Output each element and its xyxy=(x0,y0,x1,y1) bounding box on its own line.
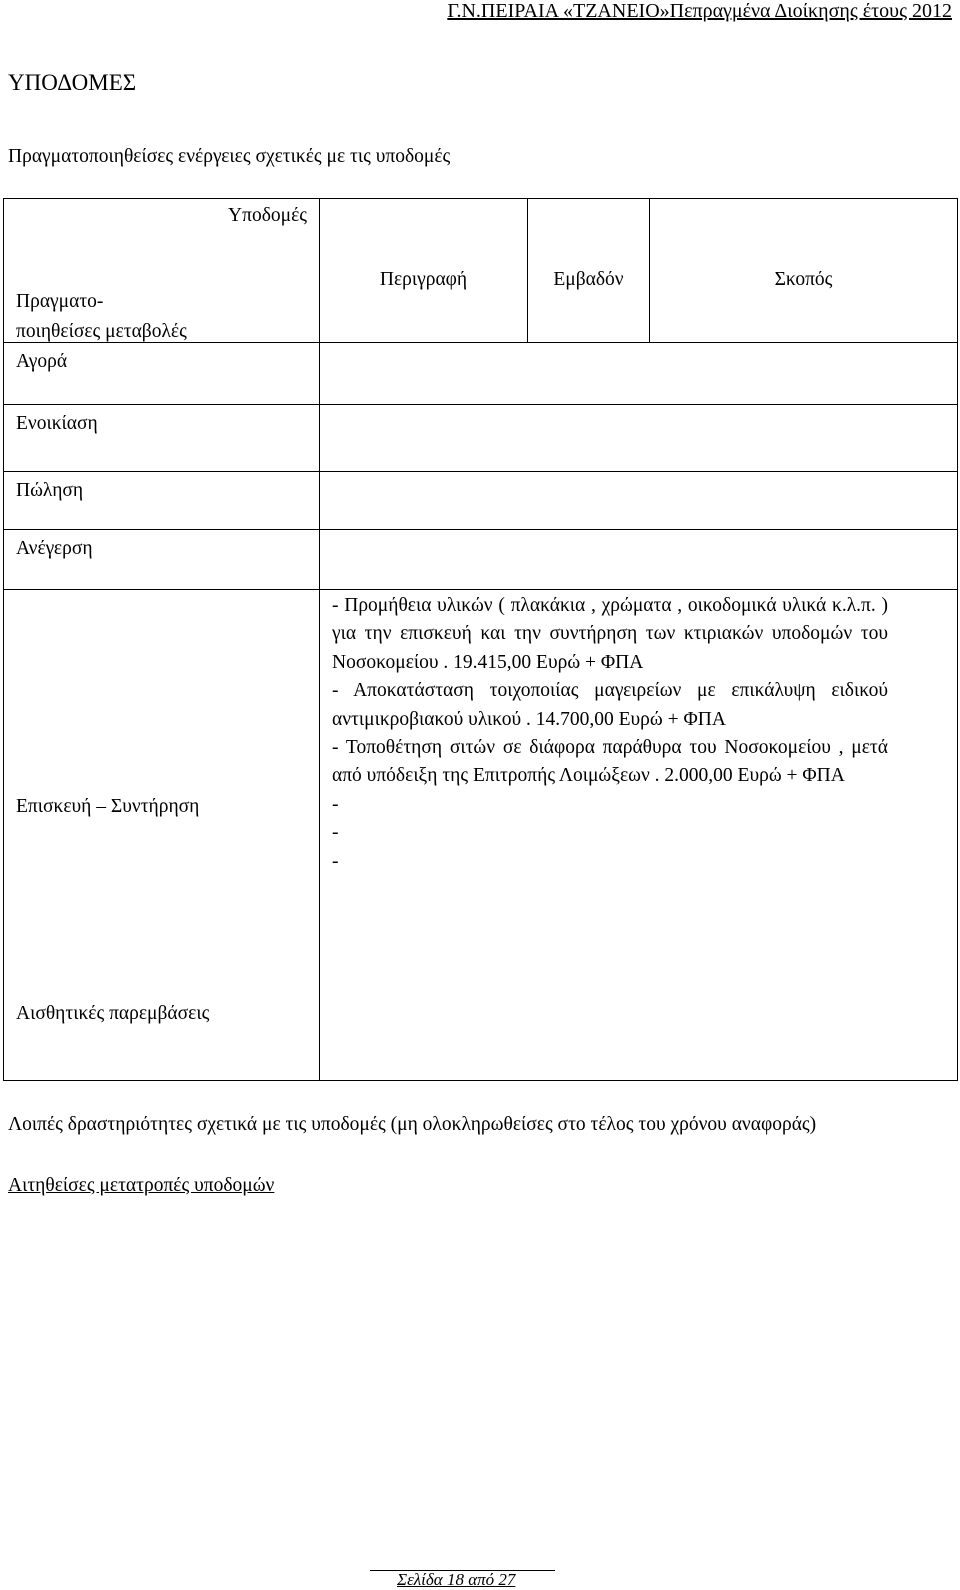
corner-label-changes-text: Πραγματο- ποιηθείσες μεταβολές xyxy=(16,291,187,342)
description-item: - Τοποθέτηση σιτών σε διάφορα παράθυρα του Νοσοκομείου , μετά από υπόδειξη της Επιτροπής Λοιμώξεων . 2.000,00 Ευρώ + ΦΠΑ xyxy=(332,736,888,787)
row-label-repair: Επισκευή – Συντήρηση xyxy=(16,795,200,817)
other-activities-paragraph: Λοιπές δραστηριότητες σχετικά με τις υποδομές (μη ολοκληρωθείσες στο τέλος του χρόνου αναφοράς) xyxy=(8,1114,817,1135)
row-label-sale: Πώληση xyxy=(4,471,320,529)
description-item: - xyxy=(332,850,339,872)
row-values-rental xyxy=(320,405,958,471)
infrastructure-table xyxy=(3,198,958,1081)
corner-label-infrastructure: Υποδομές xyxy=(228,205,307,226)
row-labels-repair-aesthetic xyxy=(4,589,320,1080)
table-row xyxy=(4,405,958,471)
page-number: Σελίδα 18 από 27 xyxy=(397,1570,516,1589)
table-corner-cell xyxy=(4,199,320,343)
description-item: - xyxy=(332,822,339,844)
corner-label-changes xyxy=(16,287,187,347)
table-row xyxy=(4,529,958,589)
table-row xyxy=(4,342,958,404)
row-values-purchase xyxy=(320,342,958,404)
table-row xyxy=(4,589,958,1080)
column-header-purpose: Σκοπός xyxy=(650,199,958,343)
section-title: ΥΠΟΔΟΜΕΣ xyxy=(8,70,137,95)
description-item: - xyxy=(332,793,339,815)
document-header: Γ.Ν.ΠΕΙΡΑΙΑ «ΤΖΑΝΕΙΟ»Πεπραγμένα Διοίκησης έτους 2012 xyxy=(447,0,952,22)
row-label-rental: Ενοικίαση xyxy=(4,405,320,471)
row-label-purchase: Αγορά xyxy=(4,342,320,404)
row-values-construction xyxy=(320,529,958,589)
description-cell xyxy=(320,589,958,1080)
row-label-aesthetic: Αισθητικές παρεμβάσεις xyxy=(16,1002,210,1024)
description-item: - Αποκατάσταση τοιχοποιίας μαγειρείων με επικάλυψη ειδικού αντιμικροβιακού υλικού . 14.700,00 Ευρώ + ΦΠΑ xyxy=(332,680,888,730)
table-row xyxy=(4,471,958,529)
table-header-row xyxy=(4,199,958,343)
section-subtitle: Πραγματοποιηθείσες ενέργειες σχετικές με τις υποδομές xyxy=(8,146,451,167)
requested-changes-heading: Αιτηθείσες μετατροπές υποδομών xyxy=(8,1175,275,1196)
description-item: - Προμήθεια υλικών ( πλακάκια , χρώματα , οικοδομικά υλικά κ.λ.π. ) για την επισκευή και την συντήρηση των κτιριακών υποδομών του Νοσοκομείου . 19.415,00 Ευρώ + ΦΠΑ xyxy=(332,594,888,673)
description-list xyxy=(320,590,900,876)
column-header-description: Περιγραφή xyxy=(320,199,528,343)
column-header-area: Εμβαδόν xyxy=(528,199,650,343)
row-label-construction: Ανέγερση xyxy=(4,529,320,589)
row-values-sale xyxy=(320,471,958,529)
